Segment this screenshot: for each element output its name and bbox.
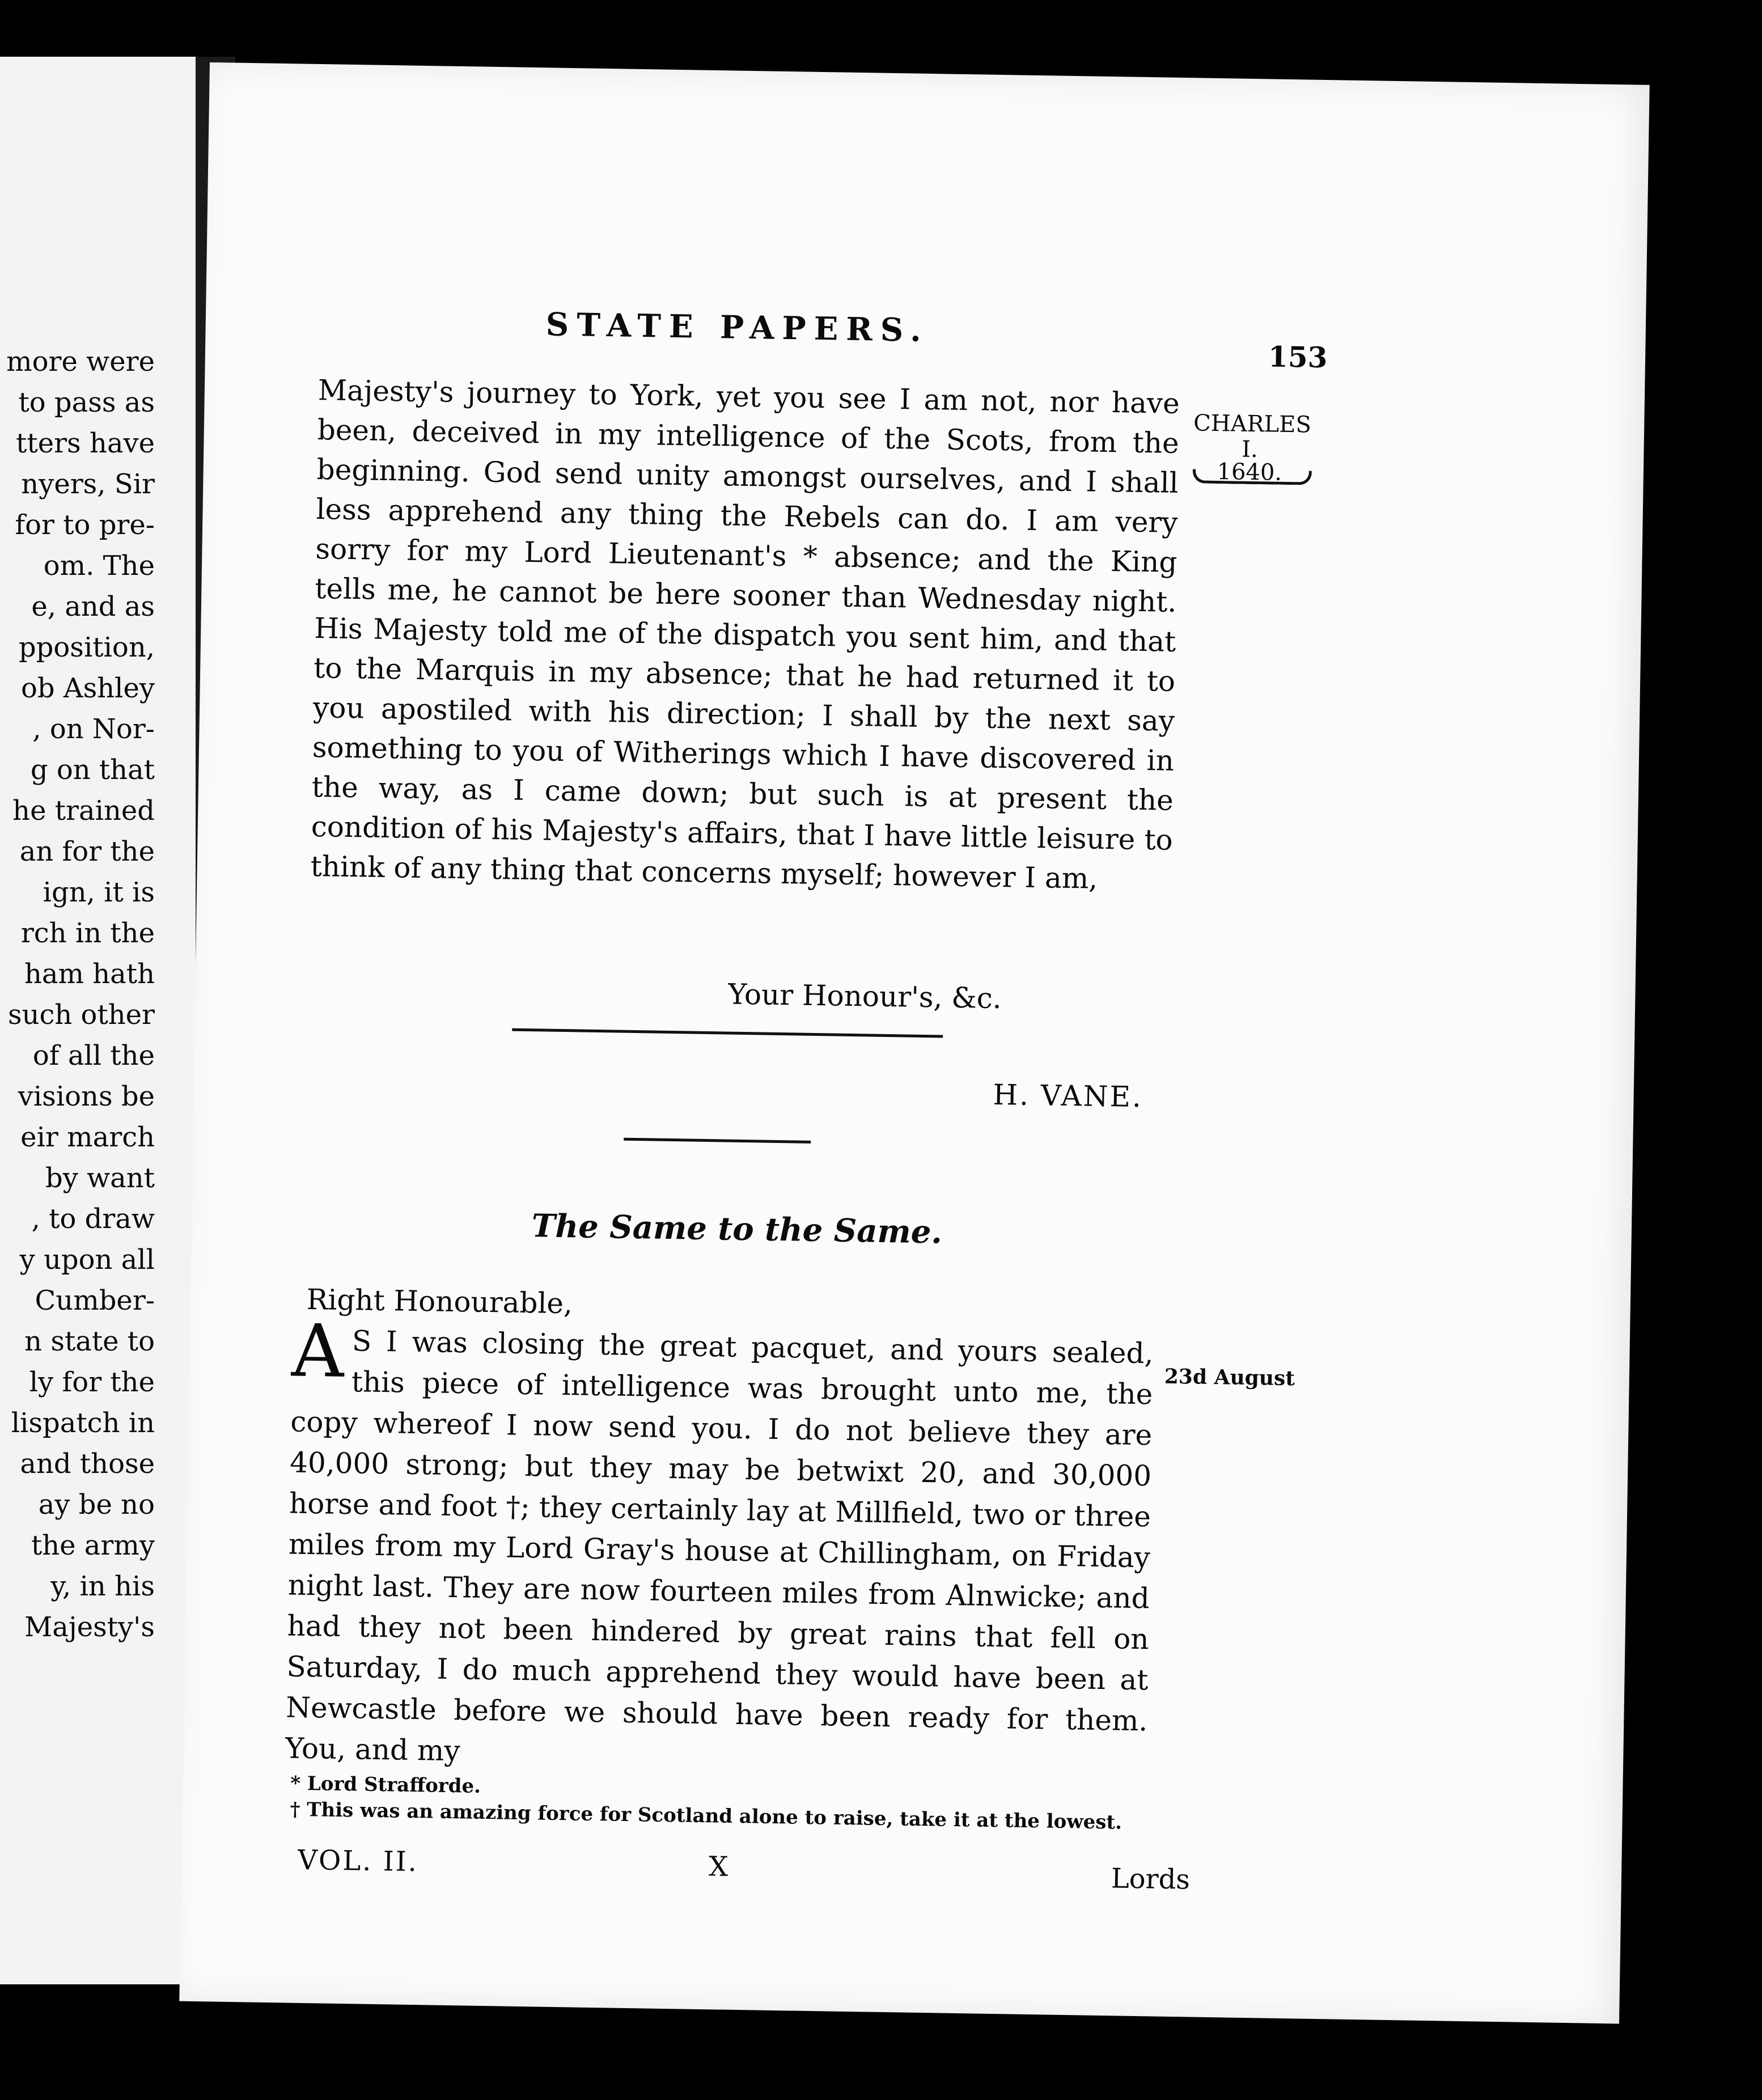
left-page-line: g on that (30, 754, 155, 786)
left-page-line: more were (6, 346, 155, 378)
letter2-heading: The Same to the Same. (531, 1207, 943, 1251)
left-page-line: y upon all (19, 1244, 155, 1276)
letter2-body (285, 1309, 1154, 1783)
left-page-line: an for the (19, 836, 155, 867)
left-page-line: ham hath (24, 958, 155, 990)
letter1-text: Majesty's journey to York, yet you see I am not, nor have been, deceived in my intelligence of the Scots, from the beginning. God send unity amongst ourselves, and I shall less apprehend any thing the Rebels can do. I am very sorry for my Lord Lieutenant's * absence; and the King tells me, he cannot be here sooner than Wednesday night. His Majesty told me of the dispatch you sent him, and that to the Marquis in my absence; that he had returned it to you apostiled with his direction; I shall by the next say something to you of Witherings which I have discovered in the way, as I came down; but such is at present the condition of his Majesty's affairs, that I have little leisure to think of any thing that concerns myself; however I am, (310, 374, 1180, 895)
left-page-line: the army (31, 1530, 155, 1561)
closing-rule (512, 1028, 943, 1038)
left-page-line: n state to (24, 1326, 155, 1357)
left-page-line: such other (7, 999, 155, 1031)
footnote-1: * Lord Strafforde. (290, 1772, 481, 1798)
left-page-line: tters have (16, 427, 155, 459)
left-page-line: ly for the (29, 1366, 155, 1398)
left-page-line: ign, it is (43, 877, 155, 908)
footnotes (290, 1771, 1123, 1836)
letter1-body (310, 370, 1180, 900)
left-page-line: pposition, (18, 632, 155, 663)
left-facing-page (0, 57, 196, 1984)
signature-mark: X (708, 1851, 728, 1883)
left-page-line: rch in the (20, 917, 155, 949)
left-page-line: of all the (32, 1040, 155, 1072)
left-page-line: , on Nor- (32, 713, 155, 745)
left-page-line: Majesty's (24, 1611, 155, 1643)
left-page-line: he trained (12, 795, 155, 827)
catchword: Lords (1111, 1862, 1191, 1896)
left-page-line: to pass as (18, 387, 155, 418)
left-page-line: ay be no (38, 1489, 155, 1521)
volume-mark: VOL. II. (297, 1844, 419, 1878)
margin-king: CHARLES (1193, 410, 1312, 438)
margin-regnal: I. (1241, 436, 1259, 463)
left-page-line: Cumber- (35, 1285, 155, 1316)
letter2-text: S I was closing the great pacquet, and yours sealed, this piece of intelligence was brought unto me, the copy whereof I now send you. I do not believe they are 40,000 strong; but they may be betwixt 20, and 30,000 horse and foot †; they certainly lay at Millfield, two or three miles from my Lord Gray's house at Chillingham, on Friday night last. They are now fourteen miles from Alnwicke; and had they not been hindered by great rains that fell on Saturday, I do much apprehend they would have been at Newcastle before we should have been ready for them. You, and my (285, 1324, 1154, 1768)
left-page-line: om. The (43, 550, 155, 582)
book-page (179, 62, 1649, 2023)
left-page-line: visions be (18, 1081, 155, 1112)
left-page-line: e, and as (31, 591, 155, 623)
side-date: 23d August (1164, 1364, 1295, 1391)
left-page-line: by want (45, 1162, 155, 1194)
left-page-line: nyers, Sir (21, 468, 155, 500)
left-page-line: and those (20, 1448, 155, 1480)
left-page-line: for to pre- (15, 509, 155, 541)
footnote-2: † This was an amazing force for Scotland alone to raise, take it at the lowest. (290, 1798, 1123, 1834)
letter2-salutation: Right Honourable, (306, 1282, 573, 1320)
letter1-closing: Your Honour's, &c. (727, 977, 1002, 1015)
left-page-line: ob Ashley (21, 672, 155, 704)
page-number: 153 (1268, 340, 1328, 375)
margin-year: 1640. (1217, 458, 1282, 486)
running-title: STATE PAPERS. (545, 306, 930, 349)
letter1-signature: H. VANE. (993, 1078, 1143, 1114)
margin-brace (1193, 469, 1312, 485)
drop-cap: A (291, 1309, 345, 1394)
section-rule (624, 1138, 811, 1144)
left-page-line: y, in his (50, 1570, 155, 1602)
left-page-line: , to draw (31, 1203, 155, 1235)
left-page-line: eir march (20, 1121, 155, 1153)
left-page-line: lispatch in (11, 1407, 155, 1439)
